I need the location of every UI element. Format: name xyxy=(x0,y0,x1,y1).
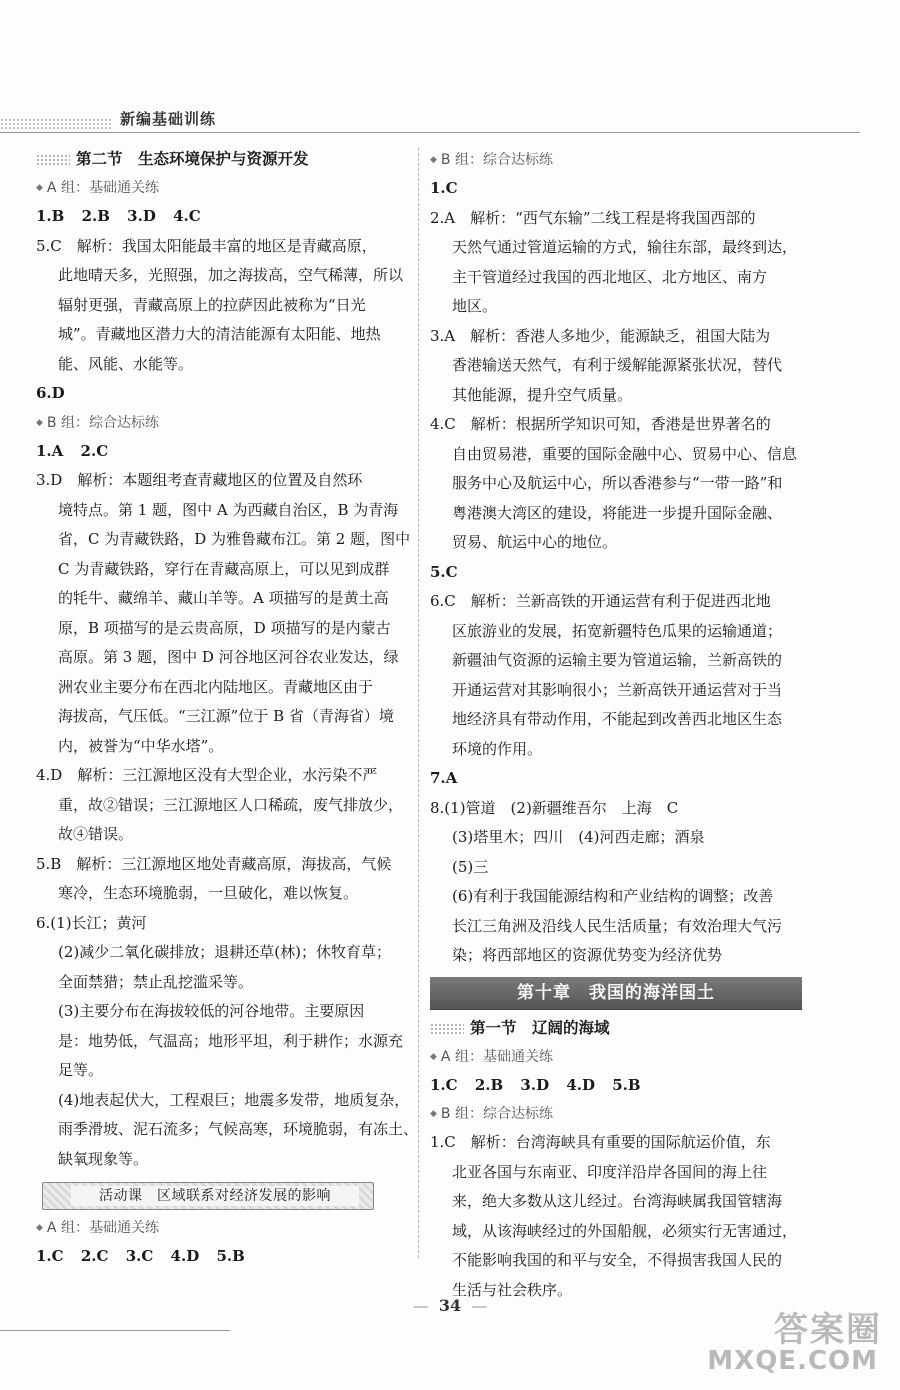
answer: 2.C xyxy=(80,441,109,460)
answer-line: 染；将西部地区的资源优势变为经济优势 xyxy=(452,946,723,964)
dash: — xyxy=(412,1296,429,1315)
answer-line: 城”。青藏地区潜力大的清洁能源有太阳能、地热 xyxy=(58,325,381,343)
activity-title: 活动课 区域联系对经济发展的影响 xyxy=(71,1186,359,1206)
short-answers xyxy=(36,202,408,232)
left-column xyxy=(36,146,419,1272)
answer-block xyxy=(36,909,419,1175)
diamond-icon: ◆ xyxy=(36,1223,43,1233)
group-label: ◆ A 组：基础通关练 xyxy=(36,180,159,196)
answer: 1.A xyxy=(36,441,64,460)
answer: 1.B xyxy=(36,207,65,225)
answer: 4.D xyxy=(566,1075,595,1094)
header-dots xyxy=(0,118,112,130)
answer-line: 环境的作用。 xyxy=(452,739,543,758)
answer-line: 1.C 解析：台湾海峡具有重要的国际航运价值，东 xyxy=(430,1133,771,1151)
answer-line: 故④错误。 xyxy=(58,825,134,843)
answer-line: 的牦牛、藏绵羊、藏山羊等。A 项描写的是黄土高 xyxy=(58,589,389,607)
diamond-icon: ◆ xyxy=(430,1109,437,1119)
column-divider xyxy=(418,148,419,1258)
answer-line: 域，从该海峡经过的外国船舰，必须实行无害通过， xyxy=(452,1221,798,1240)
answer-line: C 为青藏铁路，穿行在青藏高原上，可以见到成群 xyxy=(58,559,390,578)
answer-line: 缺氧现象等。 xyxy=(58,1149,149,1168)
answer: 3.D xyxy=(520,1075,550,1094)
answer: 4.D xyxy=(170,1247,200,1265)
answer-line: 主干管道经过我国的西北地区、北方地区、南方 xyxy=(452,267,768,286)
chapter-banner: 第十章 我国的海洋国土 xyxy=(430,977,802,1009)
answer-line: 足等。 xyxy=(58,1061,104,1079)
answer-block xyxy=(36,466,411,761)
group-label: ◆ B 组：综合达标练 xyxy=(430,1106,553,1122)
section-title: 第二节 生态环境保护与资源开发 xyxy=(36,146,408,172)
answer: 1.C xyxy=(36,1247,64,1265)
answer-block xyxy=(36,761,408,850)
answer-line: 新疆油气资源的运输主要为管道运输，兰新高铁的 xyxy=(452,651,783,669)
answer-line: 粤港澳大湾区的建设，将能进一步提升国际金融、 xyxy=(452,503,783,522)
answer: 3.D xyxy=(127,207,156,225)
group-label: ◆ B 组：综合达标练 xyxy=(430,152,553,168)
answer: 1.C xyxy=(430,1075,458,1094)
answer-line: (6)有利于我国能源结构和产业结构的调整；改善 xyxy=(452,887,774,905)
answer-line: 香港输送天然气，有利于缓解能源紧张状况，替代 xyxy=(452,356,783,374)
answer-line: 4.C 解析：根据所学知识可知，香港是世界著名的 xyxy=(430,415,771,433)
right-column xyxy=(430,146,802,1305)
short-answers xyxy=(430,1071,802,1101)
answer-line: 4.D 解析：三江源地区没有大型企业，水污染不严 xyxy=(36,766,378,784)
answer-line: 原，B 项描写的是云贵高原，D 项描写的是内蒙古 xyxy=(58,618,391,637)
answer-block xyxy=(430,410,802,558)
answer: 1.C xyxy=(430,179,458,197)
header-rule xyxy=(0,132,860,133)
answer-line: 辐射更强，青藏高原上的拉萨因此被称为“日光 xyxy=(58,295,366,314)
answer-line: 生活与社会秩序。 xyxy=(452,1280,573,1299)
group-label: ◆ A 组：基础通关练 xyxy=(430,1048,553,1065)
diamond-icon: ◆ xyxy=(36,417,43,428)
watermark-logo xyxy=(682,1302,882,1382)
answer-line: 能、风能、水能等。 xyxy=(58,354,194,373)
answer-line: (3)主要分布在海拔较低的河谷地带。主要原因 xyxy=(58,1002,365,1020)
answer-line: 省，C 为青藏铁路，D 为雅鲁藏布江。第 2 题，图中 xyxy=(58,530,411,548)
answer: 6.D xyxy=(36,384,65,402)
answer: 7.A xyxy=(430,769,458,787)
diamond-icon: ◆ xyxy=(430,1051,437,1062)
answer: 2.C xyxy=(80,1247,109,1265)
activity-banner xyxy=(42,1182,374,1210)
answer-line: 来，绝大多数从这儿经过。台湾海峡属我国管辖海 xyxy=(452,1192,783,1210)
answer-line: 贸易、航运中心的地位。 xyxy=(452,533,618,551)
answer-line: 重，故②错误；三江源地区人口稀疏，废气排放少， xyxy=(58,795,404,814)
answer-line: 地区。 xyxy=(452,297,498,315)
answer-block xyxy=(430,794,802,971)
section-title: 第一节 辽阔的海域 xyxy=(430,1015,802,1041)
answer-block xyxy=(430,204,802,322)
answer-line: (4)地表起伏大，工程艰巨；地震多发带，地质复杂， xyxy=(58,1090,410,1109)
answer: 5.B xyxy=(612,1075,641,1094)
answer-block xyxy=(430,322,802,411)
short-answers xyxy=(36,1242,408,1272)
answer: 4.C xyxy=(173,207,201,225)
answer-line: (3)塔里木；四川 (4)河西走廊；酒泉 xyxy=(452,828,705,846)
group-label: ◆ A 组：基础通关练 xyxy=(36,1220,159,1236)
answer-line: (5)三 xyxy=(452,857,489,876)
answer-line: 开通运营对其影响很小；兰新高铁开通运营对于当 xyxy=(452,680,783,699)
answer-line: 内，被誉为“中华水塔”。 xyxy=(58,736,224,755)
answer-block xyxy=(430,1128,802,1305)
answer-line: 2.A 解析：“西气东输”二线工程是将我国西部的 xyxy=(430,208,756,227)
answer-line: 高原。第 3 题，图中 D 河谷地区河谷农业发达，绿 xyxy=(58,648,399,666)
answer-line: 洲农业主要分布在西北内陆地区。青藏地区由于 xyxy=(58,677,374,696)
answer-line: 全面禁猎；禁止乱挖滥采等。 xyxy=(58,972,254,991)
answer-line: 3.A 解析：香港人多地少，能源缺乏，祖国大陆为 xyxy=(430,326,771,345)
answer-line: 长江三角洲及沿线人民生活质量；有效治理大气污 xyxy=(452,916,783,935)
answer-line: 3.D 解析：本题组考查青藏地区的位置及自然环 xyxy=(36,471,363,489)
short-answers xyxy=(36,437,408,467)
diamond-icon: ◆ xyxy=(430,155,437,165)
group-label: ◆ B 组：综合达标练 xyxy=(36,414,159,431)
answer-line: 其他能源，提升空气质量。 xyxy=(452,385,633,404)
book-title: 新编基础训练 xyxy=(120,110,217,128)
answer-line: 雨季滑坡、泥石流多；气候高寒，环境脆弱，有冻土、 xyxy=(58,1120,419,1138)
answer-line: 5.B 解析：三江源地区地处青藏高原，海拔高，气候 xyxy=(36,854,392,873)
answer-line: 不能影响我国的和平与安全，不得损害我国人民的 xyxy=(452,1251,783,1269)
answer: 2.B xyxy=(474,1075,504,1094)
bottom-rule xyxy=(0,1330,230,1331)
answer-line: 境特点。第 1 题，图中 A 为西藏自治区，B 为青海 xyxy=(58,500,399,519)
watermark-cn: 答案圈 xyxy=(774,1310,882,1350)
answer-block xyxy=(36,850,408,909)
answer-line: 8.(1)管道 (2)新疆维吾尔 上海 C xyxy=(430,798,679,817)
answer-line: (2)减少二氧化碳排放；退耕还草(林)；休牧育草； xyxy=(58,943,391,961)
answer-line: 6.(1)长江；黄河 xyxy=(36,913,147,932)
answer-block xyxy=(36,232,408,380)
answer-line: 6.C 解析：兰新高铁的开通运营有利于促进西北地 xyxy=(430,592,771,610)
diamond-icon: ◆ xyxy=(36,183,43,193)
answer-line: 是：地势低，气温高；地形平坦，利于耕作；水源充 xyxy=(58,1031,404,1050)
watermark-en: MXQE.COM xyxy=(707,1346,878,1376)
answer-line: 自由贸易港，重要的国际金融中心、贸易中心、信息 xyxy=(452,444,798,463)
answer: 5.B xyxy=(216,1247,245,1265)
dash: — xyxy=(471,1296,488,1315)
answer-line: 地经济具有带动作用，不能起到改善西北地区生态 xyxy=(452,710,783,728)
answer: 2.B xyxy=(81,207,110,225)
answer-line: 此地晴天多，光照强，加之海拔高，空气稀薄，所以 xyxy=(58,266,404,284)
answer-line: 区旅游业的发展，拓宽新疆特色瓜果的运输通道； xyxy=(452,621,783,640)
answer: 3.C xyxy=(125,1247,154,1265)
answer-line: 5.C 解析：我国太阳能最丰富的地区是青藏高原， xyxy=(36,236,377,255)
page-number-value: 34 xyxy=(438,1296,462,1315)
answer-line: 寒冷，生态环境脆弱，一旦破化，难以恢复。 xyxy=(58,884,359,902)
answer-line: 天然气通过管道运输的方式，输往东部，最终到达， xyxy=(452,238,798,256)
answer-line: 北亚各国与东南亚、印度洋沿岸各国间的海上往 xyxy=(452,1162,768,1181)
answer-block xyxy=(430,587,802,764)
answer: 5.C xyxy=(430,562,458,581)
answer-line: 海拔高，气压低。“三江源”位于 B 省（青海省）境 xyxy=(58,707,394,725)
answer-line: 服务中心及航运中心，所以香港参与“一带一路”和 xyxy=(452,474,783,492)
